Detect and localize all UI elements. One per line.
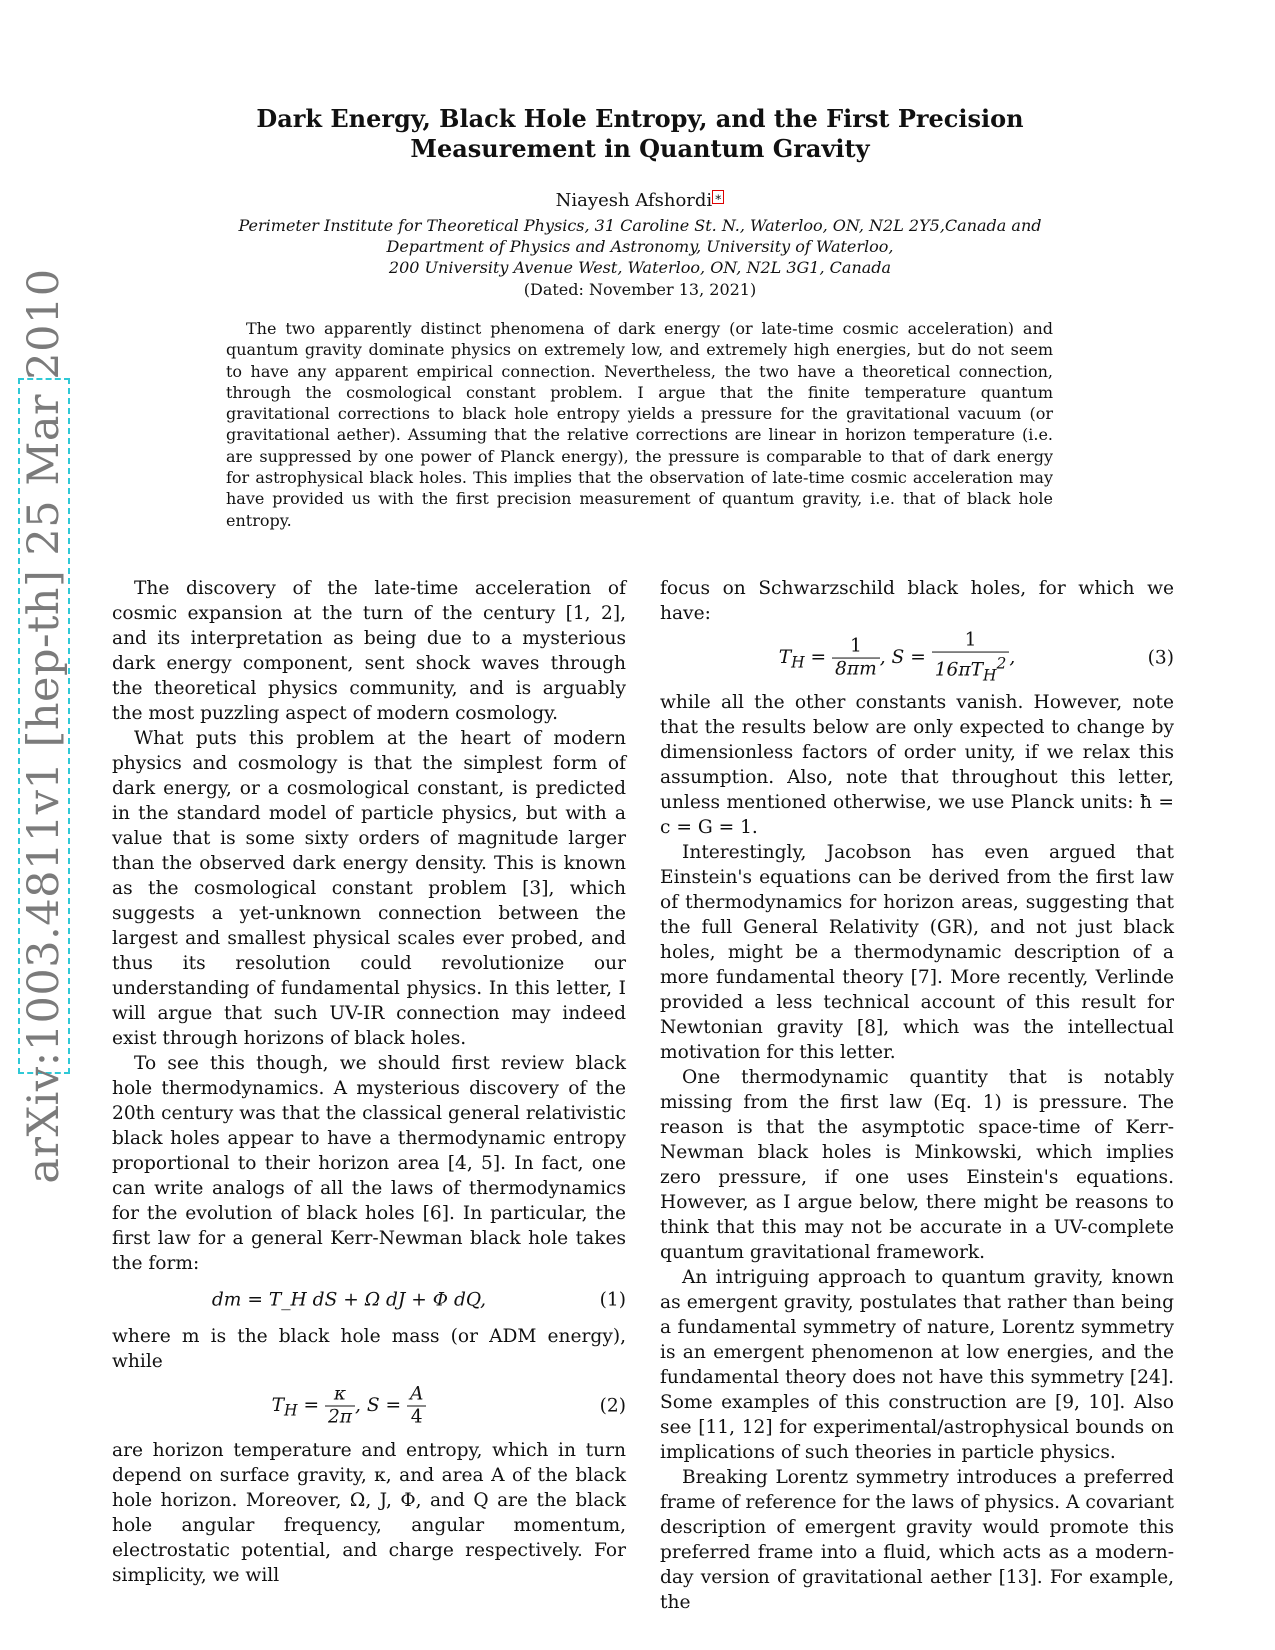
abstract (226, 318, 1053, 531)
paragraph: The discovery of the late-time acceleration of cosmic expansion at the turn of the century [1, 2], and its interpretation as being due to a mysterious dark energy component, sent shock waves through the theoretical physics community, and is arguably the most puzzling aspect of modern cosmology. (112, 578, 626, 724)
equation-number: (2) (599, 1395, 626, 1417)
paragraph: One thermodynamic quantity that is notably missing from the first law (Eq. 1) is pressure. The reason is that the asymptotic space-time of Kerr-Newman black holes is Minkowski, which implies zero pressure, if one uses Einstein's equations. However, as I argue below, there might be reasons to think that this may not be accurate in a UV-complete quantum gravitational framework. (660, 1067, 1174, 1263)
author-name: Niayesh Afshordi (555, 190, 713, 211)
equation-2 (112, 1374, 626, 1438)
arxiv-stamp[interactable] (18, 268, 70, 1184)
date-line: (Dated: November 13, 2021) (523, 280, 757, 299)
paragraph: are horizon temperature and entropy, which in turn depend on surface gravity, κ, and area A of the black hole horizon. Moreover, Ω, J, Φ, and Q are the black hole angular frequency, angular momentum, electrostatic potential, and charge respectively. For simplicity, we will (112, 1440, 626, 1586)
affiliation-line: Department of Physics and Astronomy, University of Waterloo, (386, 237, 894, 256)
paragraph: Interestingly, Jacobson has even argued that Einstein's equations can be derived from the first law of thermodynamics for horizon areas, suggesting that the full General Relativity (GR), and not just black holes, might be a thermodynamic description of a more fundamental theory [7]. More recently, Verlinde provided a less technical account of this result for Newtonian gravity [8], which was the intellectual motivation for this letter. (660, 842, 1174, 1063)
author-line (180, 190, 1100, 211)
left-column (112, 576, 626, 1588)
paragraph: What puts this problem at the heart of modern physics and cosmology is that the simplest form of dark energy, or a cosmological constant, is predicted in the standard model of particle physics, but with a value that is some sixty orders of magnitude larger than the observed dark energy density. This is known as the cosmological constant problem [3], which suggests a yet-unknown connection between the largest and smallest physical scales ever probed, and thus its resolution could revolutionize our understanding of fundamental physics. In this letter, I will argue that such UV-IR connection may indeed exist through horizons of black holes. (112, 728, 626, 1049)
affiliation-line: 200 University Avenue West, Waterloo, ON, N2L 3G1, Canada (388, 258, 892, 277)
equation-3-math: $T_H$ = $\frac{1}{8\pi m}$ , S = $\frac{1}{16\pi T_H^2}$ , (778, 629, 1016, 685)
equation-number: (1) (599, 1289, 626, 1311)
arxiv-stamp-text: arXiv:1003.4811v1 [hep-th] 25 Mar 2010 (19, 268, 69, 1184)
paragraph: An intriguing approach to quantum gravity, known as emergent gravity, postulates that rather than being a fundamental symmetry of nature, Lorentz symmetry is an emergent phenomenon at low energies, and the fundamental theory does not have this symmetry [24]. Some examples of this construction are [9, 10]. Also see [11, 12] for experimental/astrophysical bounds on implications of such theories in particle physics. (660, 1267, 1174, 1463)
author-footnote-link[interactable]: ∗ (714, 190, 723, 204)
equation-1-math: dm = T_H dS + Ω dJ + Φ dQ, (211, 1289, 487, 1311)
affiliation (180, 215, 1100, 278)
equation-3 (660, 626, 1174, 690)
paragraph: Breaking Lorentz symmetry introduces a preferred frame of reference for the laws of physics. A covariant description of emergent gravity would promote this preferred frame into a fluid, which acts as a modern-day version of gravitational aether [13]. For example, the (660, 1467, 1174, 1613)
abstract-text: The two apparently distinct phenomena of dark energy (or late-time cosmic acceleration) and quantum gravity dominate physics on extremely low, and extremely high energies, but do not seem to have any apparent empirical connection. Nevertheless, the two have a theoretical connection, through the cosmological constant problem. I argue that the finite temperature quantum gravitational corrections to black hole entropy yields a pressure for the gravitational vacuum (or gravitational aether). Assuming that the relative corrections are linear in horizon temperature (i.e. are suppressed by one power of Planck energy), the pressure is comparable to that of dark energy for astrophysical black holes. This implies that the observation of late-time cosmic acceleration may have provided us with the first precision measurement of quantum gravity, i.e. that of black hole entropy. (226, 319, 1053, 530)
paragraph: To see this though, we should first review black hole thermodynamics. A mysterious discovery of the 20th century was that the classical general relativistic black holes appear to have a thermodynamic entropy proportional to their horizon area [4, 5]. In fact, one can write analogs of all the laws of thermodynamics for the evolution of black holes [6]. In particular, the first law for a general Kerr-Newman black hole takes the form: (112, 1053, 626, 1274)
paragraph: focus on Schwarzschild black holes, for which we have: (660, 578, 1174, 624)
right-column (660, 576, 1174, 1615)
paper-title: Dark Energy, Black Hole Entropy, and the First Precision Measurement in Quantum Gravity (256, 104, 1024, 163)
paragraph: where m is the black hole mass (or ADM energy), while (112, 1326, 626, 1372)
equation-1 (112, 1276, 626, 1324)
paragraph: while all the other constants vanish. However, note that the results below are only expected to change by dimensionless factors of order unity, if we relax this assumption. Also, note that throughout this letter, unless mentioned otherwise, we use Planck units: ħ = c = G = 1. (660, 692, 1174, 838)
equation-2-math: $T_H$ = $\frac{\kappa}{2\pi}$ , S = $\frac{A}{4}$ (112, 1384, 586, 1429)
equation-number: (3) (1147, 647, 1174, 669)
affiliation-line: Perimeter Institute for Theoretical Physics, 31 Caroline St. N., Waterloo, ON, N2L 2Y5,Canada and (238, 216, 1042, 235)
